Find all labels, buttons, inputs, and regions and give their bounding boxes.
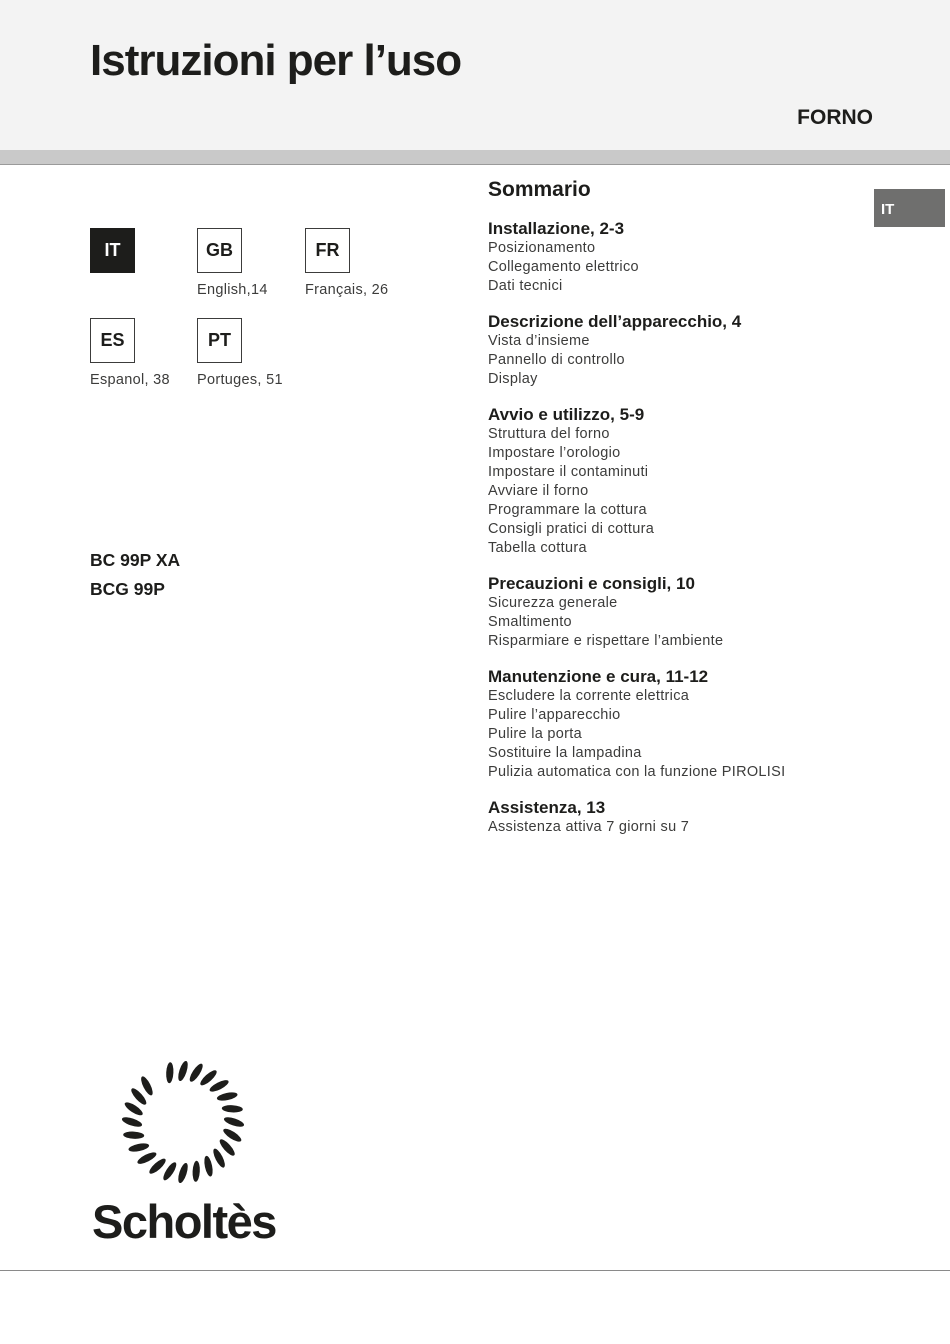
toc-item: Impostare l’orologio <box>488 445 621 461</box>
logo-petal <box>192 1161 200 1182</box>
toc-item: Pulizia automatica con la funzione PIROLISI <box>488 764 786 780</box>
logo-petal <box>166 1062 174 1083</box>
toc-item: Collegamento elettrico <box>488 259 639 275</box>
language-box-fr[interactable]: FR <box>305 228 350 273</box>
toc-item: Pulire l’apparecchio <box>488 707 621 723</box>
page-title: Istruzioni per l’uso <box>90 36 462 85</box>
logo-petal <box>121 1115 143 1128</box>
toc-section-avvio <box>488 405 868 558</box>
logo-petal <box>139 1075 155 1097</box>
logo-petal <box>203 1155 214 1177</box>
logo-petal <box>208 1078 230 1094</box>
language-box-pt[interactable]: PT <box>197 318 242 363</box>
language-caption-pt: Portuges, 51 <box>197 372 283 388</box>
product-type: FORNO <box>797 106 873 129</box>
toc-item: Smaltimento <box>488 614 572 630</box>
toc-heading[interactable]: Precauzioni e consigli, 10 <box>488 574 695 593</box>
language-box-es[interactable]: ES <box>90 318 135 363</box>
toc-item: Risparmiare e rispettare l’ambiente <box>488 633 724 649</box>
toc-section-descrizione <box>488 312 868 389</box>
toc-section-installazione <box>488 219 868 296</box>
toc-item: Posizionamento <box>488 240 596 256</box>
toc-item: Struttura del forno <box>488 426 610 442</box>
logo-petal <box>176 1060 189 1082</box>
toc-section-manutenzione <box>488 667 868 782</box>
sun-swirl-logo-icon <box>90 1050 280 1200</box>
logo-petal <box>222 1105 243 1113</box>
toc-item: Tabella cottura <box>488 540 587 556</box>
toc-title: Sommario <box>488 178 591 201</box>
logo-petal <box>216 1091 238 1102</box>
toc-section-assistenza <box>488 798 868 837</box>
toc-item: Programmare la cottura <box>488 502 647 518</box>
language-caption-es: Espanol, 38 <box>90 372 170 388</box>
toc-heading[interactable]: Manutenzione e cura, 11-12 <box>488 667 709 686</box>
logo-petal <box>128 1142 150 1153</box>
toc-item: Pulire la porta <box>488 726 582 742</box>
toc-item: Impostare il contaminuti <box>488 464 649 480</box>
toc-heading[interactable]: Installazione, 2-3 <box>488 219 625 238</box>
brand-name: Scholtès <box>92 1195 276 1248</box>
logo-petal <box>176 1162 189 1184</box>
toc-item: Avviare il forno <box>488 483 589 499</box>
toc-heading[interactable]: Avvio e utilizzo, 5-9 <box>488 405 645 424</box>
toc-item: Dati tecnici <box>488 278 563 294</box>
table-of-contents <box>488 178 868 853</box>
logo-petal <box>223 1115 245 1128</box>
logo-petal <box>123 1131 144 1139</box>
toc-item: Pannello di controllo <box>488 352 625 368</box>
language-caption-fr: Français, 26 <box>305 282 389 298</box>
toc-heading[interactable]: Assistenza, 13 <box>488 798 606 817</box>
toc-heading[interactable]: Descrizione dell’apparecchio, 4 <box>488 312 742 331</box>
toc-item: Escludere la corrente elettrica <box>488 688 690 704</box>
model-number: BC 99P XA <box>90 550 181 570</box>
toc-item: Vista d’insieme <box>488 333 590 349</box>
toc-item: Consigli pratici di cottura <box>488 521 655 537</box>
toc-item: Assistenza attiva 7 giorni su 7 <box>488 819 690 835</box>
language-box-gb[interactable]: GB <box>197 228 242 273</box>
header-divider-bar <box>0 150 950 165</box>
toc-section-precauzioni <box>488 574 868 651</box>
toc-item: Sostituire la lampadina <box>488 745 642 761</box>
footer-divider <box>0 1270 950 1271</box>
model-number: BCG 99P <box>90 579 165 599</box>
logo-petal <box>136 1150 158 1166</box>
toc-item: Sicurezza generale <box>488 595 618 611</box>
language-tab-it[interactable]: IT <box>874 189 945 227</box>
language-caption-gb: English,14 <box>197 282 268 298</box>
toc-item: Display <box>488 371 538 387</box>
logo-petal <box>211 1147 227 1169</box>
language-box-it[interactable]: IT <box>90 228 135 273</box>
